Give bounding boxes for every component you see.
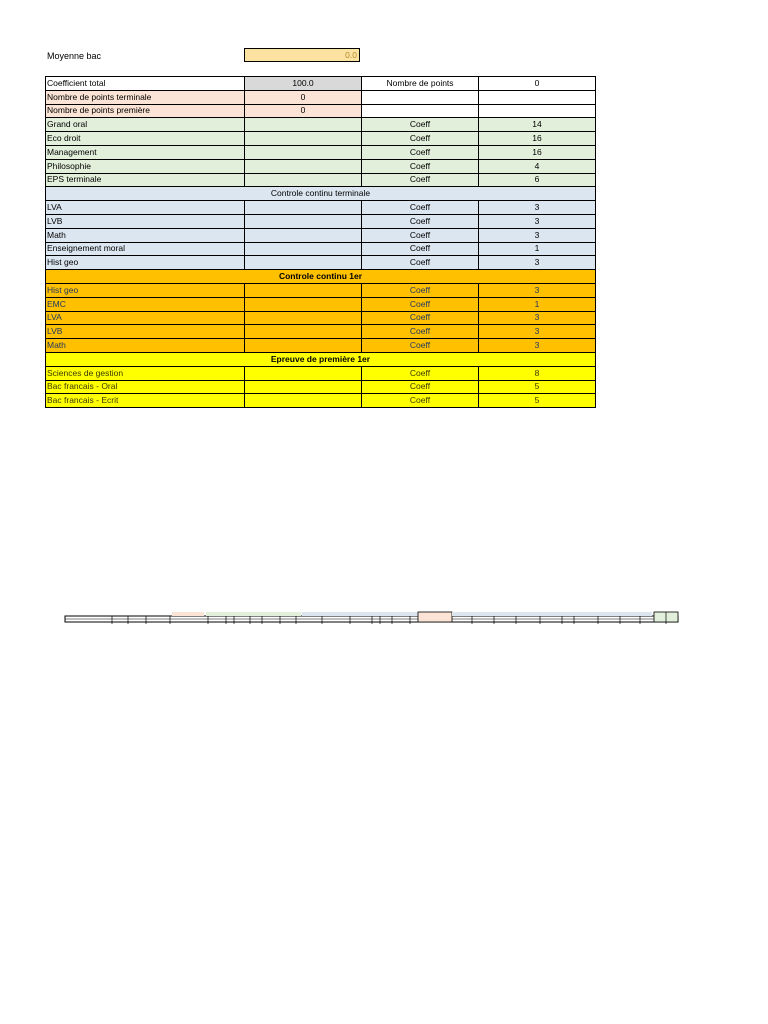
coefficient-total-value[interactable]: 100.0 xyxy=(245,77,362,91)
coeff-value[interactable]: 3 xyxy=(479,228,596,242)
coeff-value[interactable]: 3 xyxy=(479,283,596,297)
subject-label[interactable]: Philosophie xyxy=(46,159,245,173)
coeff-value[interactable]: 3 xyxy=(479,339,596,353)
coeff-value[interactable]: 1 xyxy=(479,242,596,256)
subject-label[interactable]: Math xyxy=(46,339,245,353)
miniature-strip xyxy=(65,612,678,624)
coeff-label[interactable]: Coeff xyxy=(362,366,479,380)
coeff-label[interactable]: Coeff xyxy=(362,283,479,297)
moyenne-bac-value[interactable]: 0.0 xyxy=(244,48,360,62)
coeff-label[interactable]: Coeff xyxy=(362,132,479,146)
coeff-value[interactable]: 5 xyxy=(479,394,596,408)
coeff-value[interactable]: 3 xyxy=(479,201,596,215)
coeff-value[interactable]: 3 xyxy=(479,311,596,325)
coeff-value[interactable]: 16 xyxy=(479,132,596,146)
subject-label[interactable]: EPS terminale xyxy=(46,173,245,187)
coeff-label[interactable]: Coeff xyxy=(362,394,479,408)
coeff-value[interactable]: 14 xyxy=(479,118,596,132)
coeff-value[interactable]: 6 xyxy=(479,173,596,187)
subject-label[interactable]: LVB xyxy=(46,325,245,339)
coeff-value[interactable]: 3 xyxy=(479,256,596,270)
section-title-cc-terminale[interactable]: Controle continu terminale xyxy=(46,187,596,201)
subject-label[interactable]: Enseignement moral xyxy=(46,242,245,256)
subject-label[interactable]: Hist geo xyxy=(46,283,245,297)
subject-label[interactable]: Bac francais - Oral xyxy=(46,380,245,394)
subject-label[interactable]: Math xyxy=(46,228,245,242)
coeff-label[interactable]: Coeff xyxy=(362,228,479,242)
section-title-cc-premiere[interactable]: Controle continu 1er xyxy=(46,270,596,284)
coeff-label[interactable]: Coeff xyxy=(362,311,479,325)
points-premiere-label[interactable]: Nombre de points première xyxy=(46,104,245,118)
coeff-value[interactable]: 1 xyxy=(479,297,596,311)
nombre-points-label[interactable]: Nombre de points xyxy=(362,77,479,91)
coefficient-total-label[interactable]: Coefficient total xyxy=(46,77,245,91)
subject-label[interactable]: LVA xyxy=(46,311,245,325)
coeff-label[interactable]: Coeff xyxy=(362,145,479,159)
nombre-points-value[interactable]: 0 xyxy=(479,77,596,91)
subject-label[interactable]: LVA xyxy=(46,201,245,215)
subject-label[interactable]: Hist geo xyxy=(46,256,245,270)
coeff-label[interactable]: Coeff xyxy=(362,380,479,394)
subject-label[interactable]: LVB xyxy=(46,214,245,228)
subject-label[interactable]: Grand oral xyxy=(46,118,245,132)
coeff-value[interactable]: 3 xyxy=(479,325,596,339)
section-title-epreuve-premiere[interactable]: Epreuve de première 1er xyxy=(46,352,596,366)
coeff-value[interactable]: 8 xyxy=(479,366,596,380)
points-premiere-value[interactable]: 0 xyxy=(245,104,362,118)
coeff-label[interactable]: Coeff xyxy=(362,339,479,353)
coeff-label[interactable]: Coeff xyxy=(362,214,479,228)
subject-label[interactable]: Bac francais - Ecrit xyxy=(46,394,245,408)
subject-label[interactable]: Eco droit xyxy=(46,132,245,146)
coeff-label[interactable]: Coeff xyxy=(362,159,479,173)
coeff-label[interactable]: Coeff xyxy=(362,118,479,132)
coeff-label[interactable]: Coeff xyxy=(362,201,479,215)
subject-label[interactable]: Sciences de gestion xyxy=(46,366,245,380)
moyenne-bac-label: Moyenne bac xyxy=(47,51,102,61)
coeff-label[interactable]: Coeff xyxy=(362,173,479,187)
coeff-label[interactable]: Coeff xyxy=(362,256,479,270)
coeff-value[interactable]: 3 xyxy=(479,214,596,228)
coeff-value[interactable]: 16 xyxy=(479,145,596,159)
coeff-label[interactable]: Coeff xyxy=(362,297,479,311)
points-terminale-label[interactable]: Nombre de points terminale xyxy=(46,90,245,104)
coeff-label[interactable]: Coeff xyxy=(362,325,479,339)
points-terminale-value[interactable]: 0 xyxy=(245,90,362,104)
coeff-value[interactable]: 4 xyxy=(479,159,596,173)
subject-label[interactable]: EMC xyxy=(46,297,245,311)
coeff-value[interactable]: 5 xyxy=(479,380,596,394)
coeff-label[interactable]: Coeff xyxy=(362,242,479,256)
subject-label[interactable]: Management xyxy=(46,145,245,159)
